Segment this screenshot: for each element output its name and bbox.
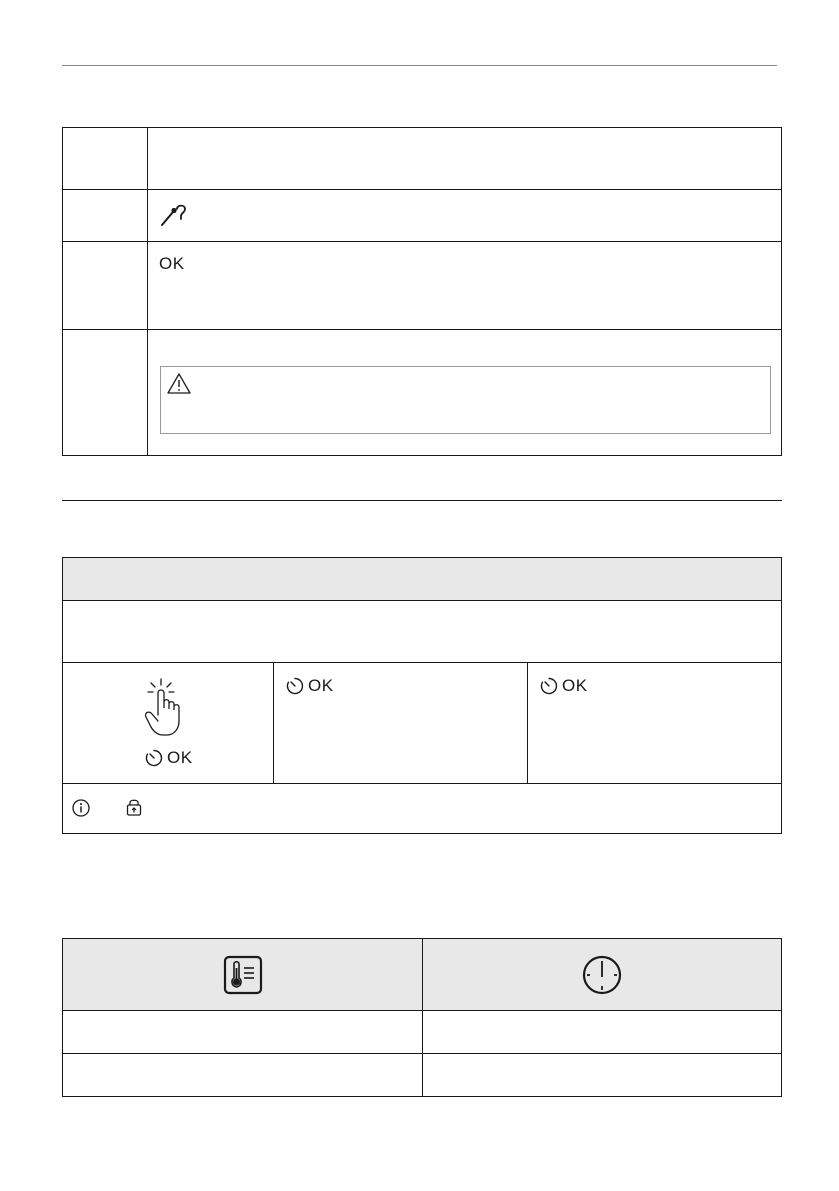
lock-icon — [125, 797, 143, 817]
step-row-1 — [63, 128, 781, 190]
timer-ok-combo — [144, 748, 193, 768]
section-divider — [62, 500, 782, 501]
temperature-program-icon — [221, 953, 265, 997]
step-description-cell — [148, 128, 781, 189]
timer-table-description — [63, 601, 781, 663]
table-cell — [63, 1011, 423, 1053]
clock-icon — [580, 953, 624, 997]
ok-label: OK — [308, 676, 334, 695]
timer-step-1 — [63, 663, 274, 783]
warning-box — [160, 366, 771, 434]
warning-icon — [166, 372, 192, 395]
timer-steps-row — [63, 663, 781, 784]
header-cell-clock — [423, 939, 781, 1010]
step-number-cell — [63, 242, 148, 329]
ok-label: OK — [562, 676, 588, 695]
step-row-2 — [63, 190, 781, 242]
symbols-table-header — [63, 939, 781, 1011]
step-description-cell — [148, 330, 781, 455]
timer-step-3 — [528, 663, 781, 783]
symbols-table-row — [63, 1054, 781, 1096]
info-icon — [71, 798, 91, 818]
timer-icon — [144, 748, 164, 768]
timer-table — [62, 557, 782, 834]
timer-step-2 — [274, 663, 528, 783]
ok-label: OK — [159, 254, 185, 273]
step-description-cell — [148, 242, 781, 329]
timer-table-note — [63, 784, 781, 833]
steps-table — [62, 127, 782, 456]
table-cell — [423, 1054, 781, 1096]
symbols-table — [62, 938, 782, 1097]
step-number-cell — [63, 190, 148, 241]
step-description-cell — [148, 190, 781, 241]
step-row-3 — [63, 242, 781, 330]
table-cell — [423, 1011, 781, 1053]
step-number-cell — [63, 128, 148, 189]
header-cell-temperature — [63, 939, 423, 1010]
step-row-4 — [63, 330, 781, 455]
timer-icon — [285, 676, 305, 696]
table-cell — [63, 1054, 423, 1096]
step-number-cell — [63, 330, 148, 455]
timer-table-header — [63, 558, 781, 601]
timer-icon — [539, 676, 559, 696]
probe-icon — [159, 201, 189, 229]
timer-ok-combo — [285, 676, 334, 696]
ok-label: OK — [167, 748, 193, 767]
timer-ok-combo — [539, 676, 588, 696]
symbols-table-row — [63, 1011, 781, 1054]
hand-tap-icon — [141, 677, 191, 741]
header-divider — [62, 65, 777, 66]
